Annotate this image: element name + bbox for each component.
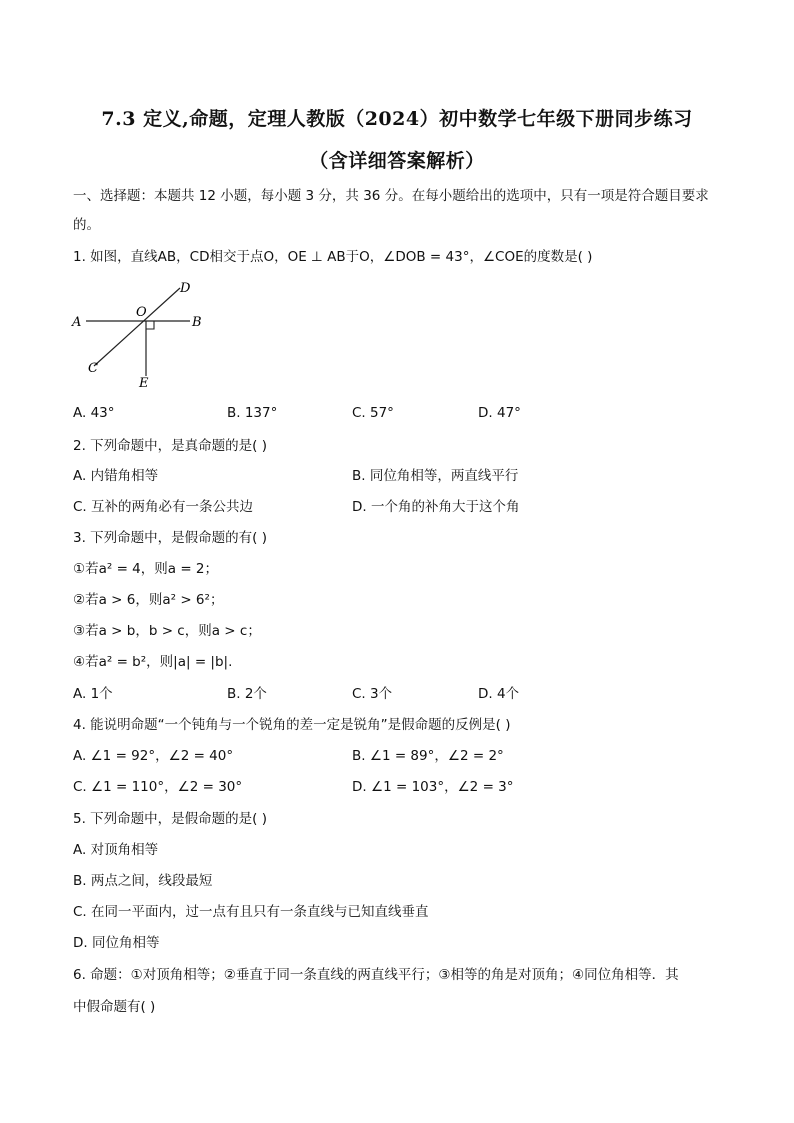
question-6-stem: 6. 命题：①对顶角相等；②垂直于同一条直线的两直线平行；③相等的角是对顶角；④同位角相等．其: [73, 967, 679, 983]
q3-statement-1: ①若a² = 4，则a = 2；: [73, 561, 219, 577]
q4-option-d: D. ∠1 = 103°，∠2 = 3°: [352, 779, 514, 795]
document-subtitle: （含详细答案解析）: [309, 150, 485, 172]
q4-option-b: B. ∠1 = 89°，∠2 = 2°: [352, 748, 504, 764]
label-c: C: [88, 361, 98, 376]
label-e: E: [139, 376, 149, 390]
q1-option-d: D. 47°: [478, 405, 521, 421]
document-title: 7.3 定义,命题，定理人教版（2024）初中数学七年级下册同步练习: [101, 108, 693, 130]
label-d: D: [180, 281, 191, 296]
line-cd: [94, 288, 180, 366]
q3-option-a: A. 1个: [73, 686, 113, 702]
question-4-stem: 4. 能说明命题“一个钝角与一个锐角的差一定是锐角”是假命题的反例是( ): [73, 717, 511, 733]
question-5-stem: 5. 下列命题中，是假命题的是( ): [73, 811, 267, 827]
right-angle-mark: [146, 321, 154, 329]
question-3-stem: 3. 下列命题中，是假命题的有( ): [73, 530, 267, 546]
q3-option-c: C. 3个: [352, 686, 393, 702]
q1-option-a: A. 43°: [73, 405, 115, 421]
q2-option-a: A. 内错角相等: [73, 468, 159, 484]
label-b: B: [192, 315, 202, 330]
q3-statement-3: ③若a > b，b > c，则a > c；: [73, 623, 261, 639]
q5-option-d: D. 同位角相等: [73, 935, 160, 951]
q5-option-b: B. 两点之间，线段最短: [73, 873, 213, 889]
q3-option-d: D. 4个: [478, 686, 520, 702]
q4-option-c: C. ∠1 = 110°，∠2 = 30°: [73, 779, 243, 795]
label-a: A: [72, 315, 82, 330]
q1-option-b: B. 137°: [227, 405, 278, 421]
q2-option-b: B. 同位角相等，两直线平行: [352, 468, 519, 484]
q5-option-c: C. 在同一平面内，过一点有且只有一条直线与已知直线垂直: [73, 904, 429, 920]
q3-option-b: B. 2个: [227, 686, 267, 702]
q2-option-c: C. 互补的两角必有一条公共边: [73, 499, 254, 515]
q3-statement-2: ②若a > 6，则a² > 6²；: [73, 592, 224, 608]
section-instructions: 一、选择题：本题共 12 小题，每小题 3 分，共 36 分。在每小题给出的选项中，只有一项是符合题目要求: [73, 188, 709, 204]
q2-option-d: D. 一个角的补角大于这个角: [352, 499, 520, 515]
question-6-stem-cont: 中假命题有( ): [73, 999, 156, 1015]
q4-option-a: A. ∠1 = 92°，∠2 = 40°: [73, 748, 234, 764]
question-1-figure: [68, 280, 208, 390]
q3-statement-4: ④若a² = b²，则|a| = |b|.: [73, 654, 233, 670]
label-o: O: [136, 305, 147, 320]
section-instructions-cont: 的。: [73, 217, 100, 233]
question-2-stem: 2. 下列命题中，是真命题的是( ): [73, 438, 267, 454]
q5-option-a: A. 对顶角相等: [73, 842, 159, 858]
question-1-stem: 1. 如图，直线AB，CD相交于点O，OE ⊥ AB于O，∠DOB = 43°，∠COE的度数是( ): [73, 249, 593, 265]
q1-option-c: C. 57°: [352, 405, 394, 421]
